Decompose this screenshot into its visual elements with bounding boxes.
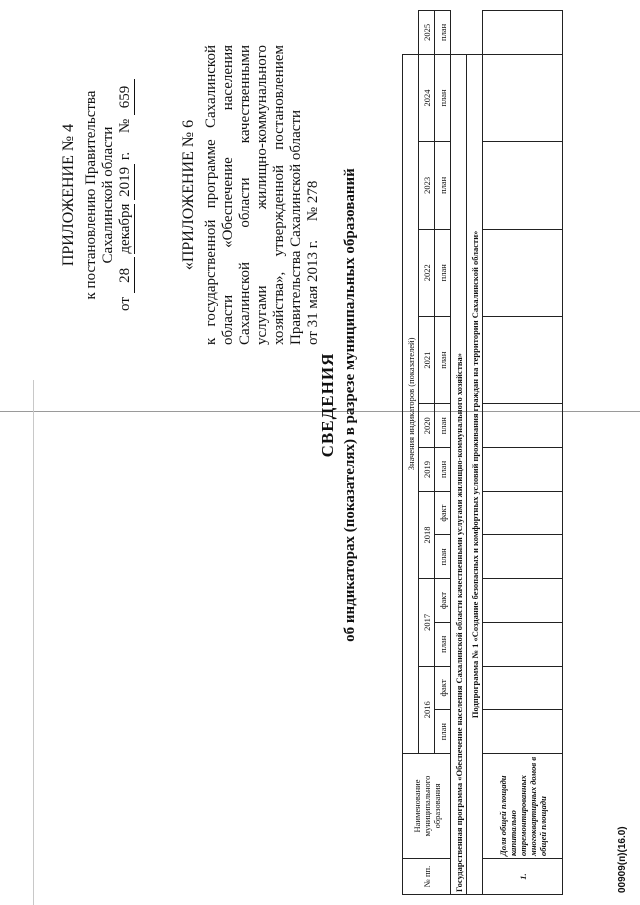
appendix-block bbox=[60, 45, 135, 345]
cell bbox=[483, 404, 563, 448]
plan-2019: план bbox=[435, 448, 451, 492]
cell bbox=[483, 535, 563, 579]
year-2024: 2024 bbox=[419, 54, 435, 141]
year-2016: 2016 bbox=[419, 666, 435, 753]
appendix-date-month: декабря bbox=[117, 203, 133, 254]
heading-subtitle: об индикаторах (показателях) в разрезе муниципальных образований bbox=[342, 168, 358, 642]
cell bbox=[483, 448, 563, 492]
appendix2-date-prefix: от bbox=[305, 331, 321, 345]
cell bbox=[483, 491, 563, 535]
year-2017: 2017 bbox=[419, 579, 435, 666]
year-2021: 2021 bbox=[419, 316, 435, 403]
year-2022: 2022 bbox=[419, 229, 435, 316]
plan-2016: план bbox=[435, 710, 451, 754]
cell bbox=[483, 622, 563, 666]
cell bbox=[483, 142, 563, 229]
year-2020: 2020 bbox=[419, 404, 435, 448]
year-2023: 2023 bbox=[419, 142, 435, 229]
cell bbox=[483, 579, 563, 623]
fact-2017: факт bbox=[435, 579, 451, 623]
plan-2024: план bbox=[435, 54, 451, 141]
appendix-date-suffix: г. bbox=[117, 151, 133, 161]
footer-code: 00909(п)(16.0) bbox=[617, 826, 628, 893]
plan-2018: план bbox=[435, 535, 451, 579]
table-row-program bbox=[451, 11, 467, 895]
appendix-date-line bbox=[117, 45, 135, 345]
header-values: Значения индикаторов (показателей) bbox=[403, 54, 419, 753]
appendix-date-prefix: от bbox=[117, 297, 133, 311]
cell bbox=[483, 710, 563, 754]
document-heading bbox=[318, 105, 359, 705]
year-2018: 2018 bbox=[419, 491, 435, 578]
fact-2018: факт bbox=[435, 491, 451, 535]
appendix-line-1: к постановлению Правительства bbox=[83, 90, 99, 300]
header-name: Наименование муниципального образования bbox=[403, 754, 451, 859]
appendix-title: ПРИЛОЖЕНИЕ № 4 bbox=[60, 123, 77, 267]
plan-2020: план bbox=[435, 404, 451, 448]
row1-name: Доля общей площади капитально отремонтированных многоквартирных домов в общей площади bbox=[483, 754, 563, 859]
cell bbox=[483, 54, 563, 141]
fact-2016: факт bbox=[435, 666, 451, 710]
appendix2-num-prefix: № bbox=[305, 206, 321, 222]
cell bbox=[483, 229, 563, 316]
appendix-num: 659 bbox=[117, 79, 135, 115]
table-row bbox=[483, 11, 563, 895]
appendix2-title: «ПРИЛОЖЕНИЕ № 6 bbox=[180, 119, 197, 271]
year-2019: 2019 bbox=[419, 448, 435, 492]
plan-2025: план bbox=[435, 11, 451, 55]
indicators-table bbox=[402, 10, 563, 895]
appendix-num-prefix: № bbox=[117, 118, 133, 134]
appendix2-num: 278 bbox=[305, 180, 321, 204]
appendix-date-year: 2019 bbox=[117, 164, 135, 200]
cell bbox=[483, 666, 563, 710]
appendix2-body: к государственной программе Сахалинской области «Обеспечение населения Сахалинской области качественными услугами жилищно-коммунального хозяйства», утвержденной постановлением Правительства Сахалинской области bbox=[203, 45, 304, 345]
table-header-row-1 bbox=[403, 11, 419, 895]
appendix-date-day: 28 bbox=[117, 257, 135, 293]
heading-title: СВЕДЕНИЯ bbox=[318, 352, 337, 458]
plan-2017: план bbox=[435, 622, 451, 666]
plan-2022: план bbox=[435, 229, 451, 316]
appendix-line-2: Сахалинской области bbox=[100, 126, 116, 264]
appendix2-date: 31 мая 2013 г. bbox=[305, 239, 321, 328]
header-num: № пп. bbox=[403, 859, 451, 895]
year-2025: 2025 bbox=[419, 11, 435, 55]
appendix2-block bbox=[180, 45, 322, 345]
plan-2021: план bbox=[435, 316, 451, 403]
subprogram-row: Подпрограмма № 1 «Создание безопасных и комфортных условий проживания граждан на территории Сахалинской области» bbox=[467, 54, 483, 894]
program-row: Государственная программа «Обеспечение населения Сахалинской области качественными услугами жилищно-коммунального хозяйства» bbox=[451, 54, 467, 894]
row1-num: 1. bbox=[483, 859, 563, 895]
plan-2023: план bbox=[435, 142, 451, 229]
table-row-subprogram bbox=[467, 11, 483, 895]
cell bbox=[483, 11, 563, 55]
cell bbox=[483, 316, 563, 403]
